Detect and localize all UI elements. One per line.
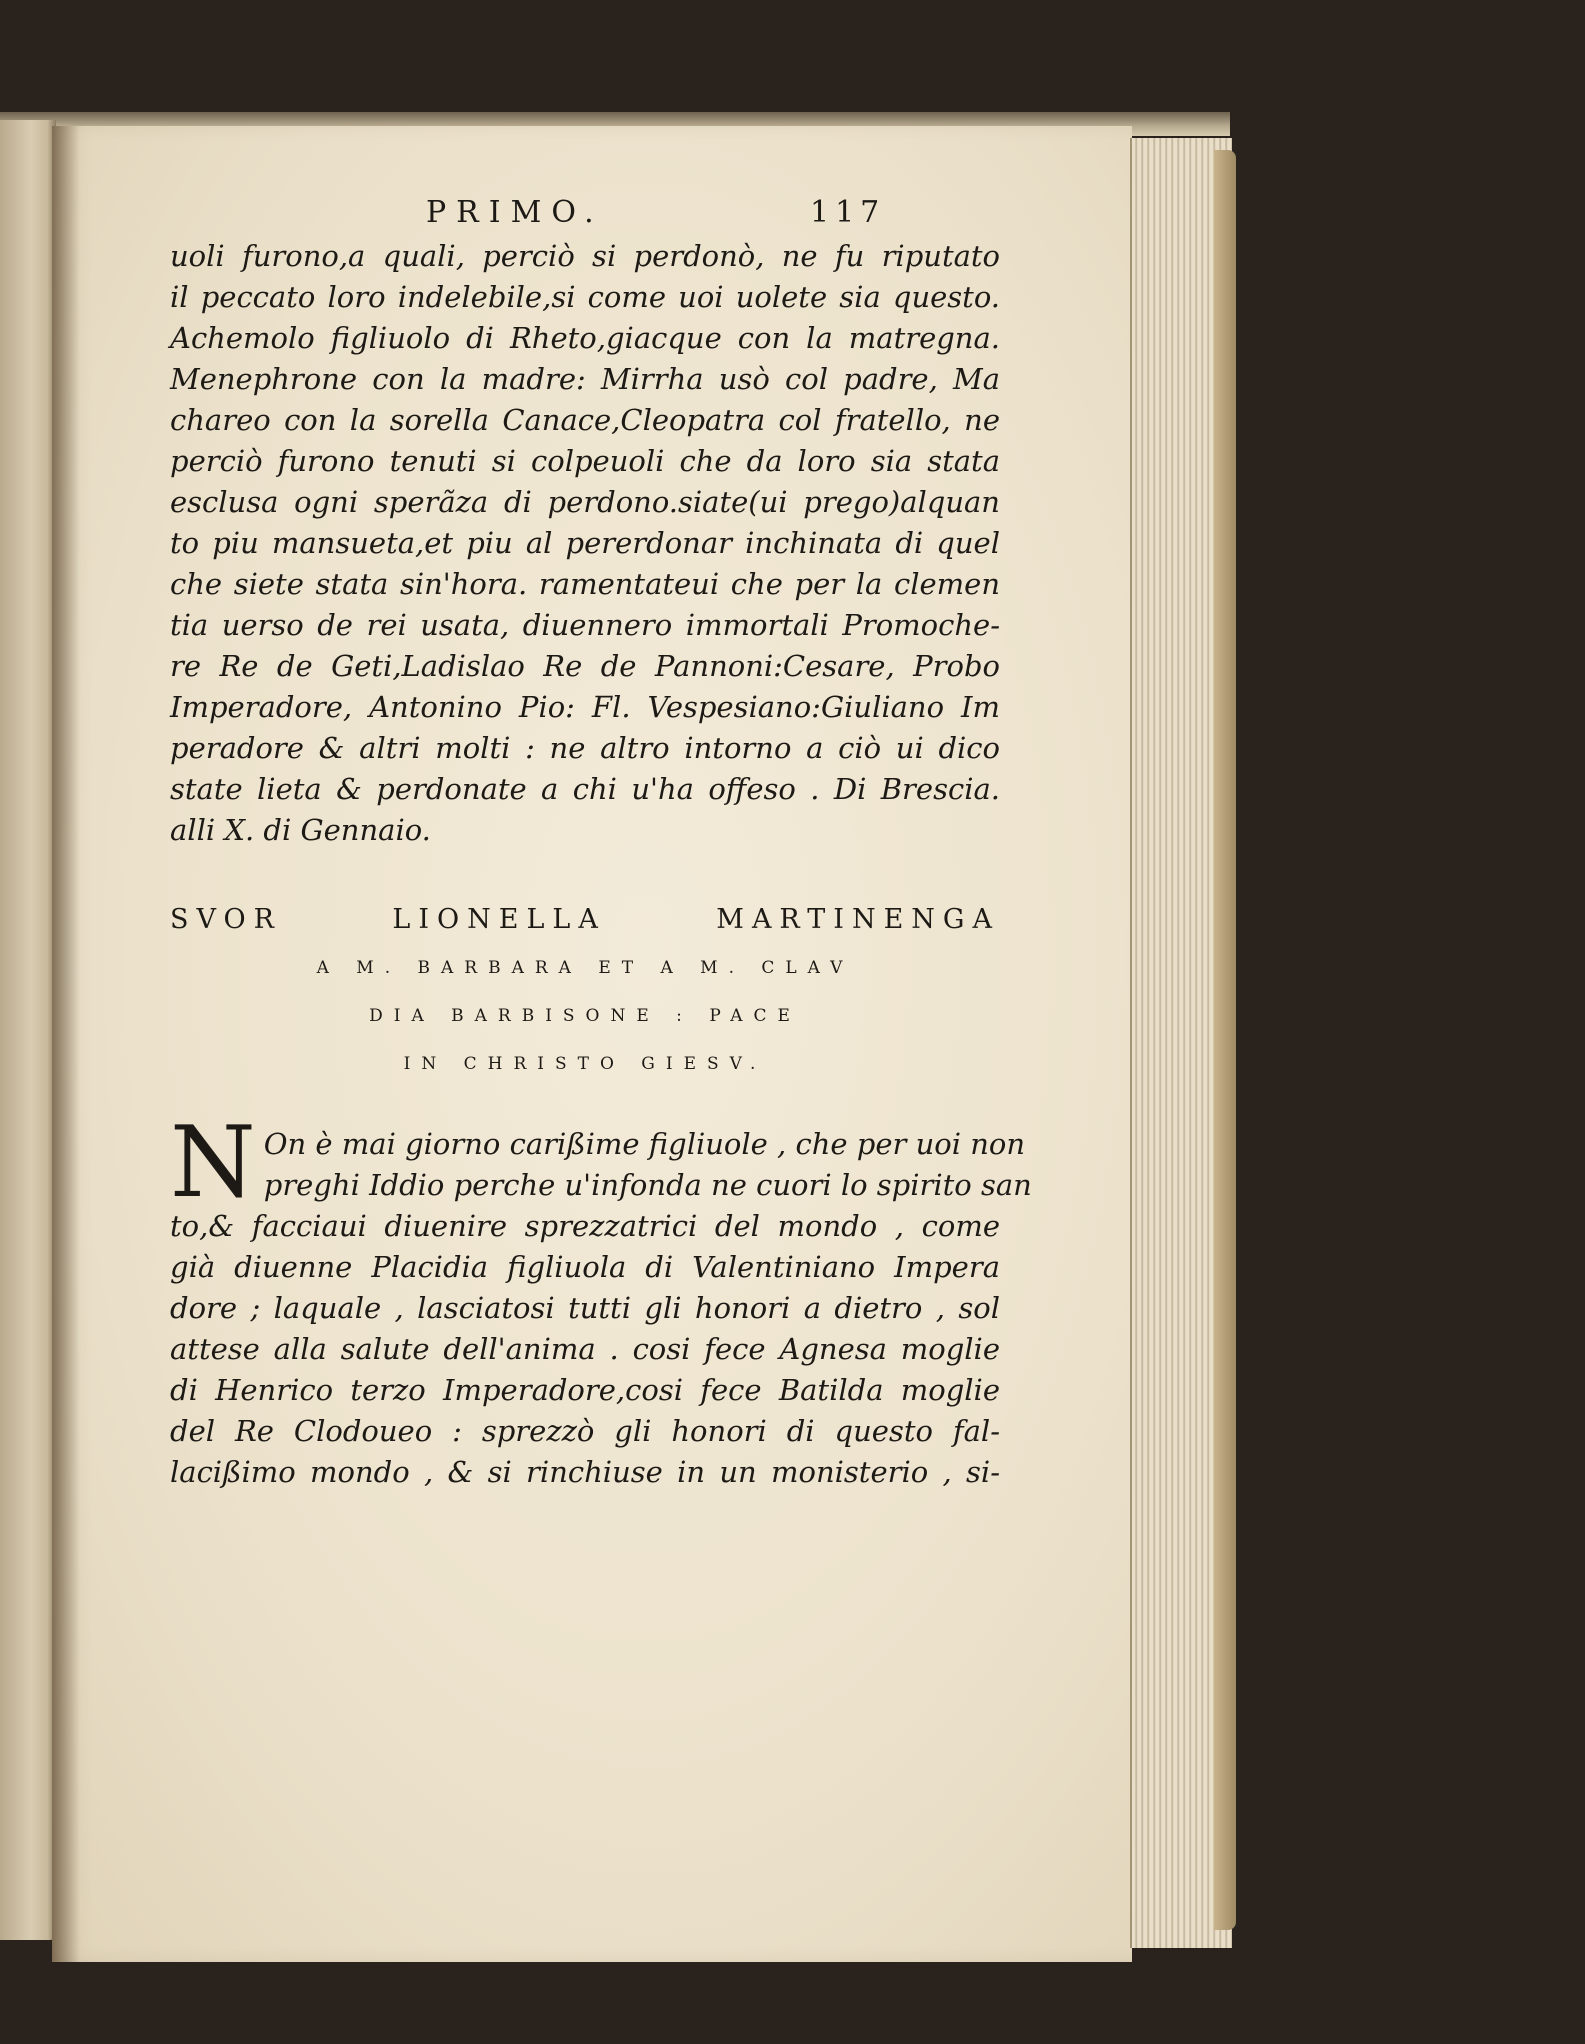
letter-heading-line: DIA BARBISONE : PACE [369,1006,801,1026]
previous-page-edge [0,120,56,1940]
text-line: il peccato loro indelebile,si come uoi uolete sia questo. [170,280,1000,314]
text-line: tia uerso de rei usata, diuennero immortali Promoche- [170,608,1000,642]
binding-edge [1214,150,1236,1930]
text-block [170,192,1032,1493]
text-line: attese alla salute dell'anima . cosi fece Agnesa moglie [170,1332,1000,1366]
text-line: uoli furono,a quali, perciò si perdonò, ne fu riputato [170,239,1000,273]
text-line: che siete stata sin'hora. ramentateui che per la clemen [170,567,1000,601]
text-line: Achemolo figliuolo di Rheto,giacque con la matregna. [170,321,1000,355]
running-head [170,192,1000,236]
text-line: esclusa ogni sperãza di perdono.siate(ui prego)alquan [170,485,1000,519]
text-line: peradore & altri molti : ne altro intorno a ciò ui dico [170,731,1000,765]
text-line: lacißimo mondo , & si rinchiuse in un monisterio , si- [170,1455,1000,1489]
text-line: On è mai giorno carißime figliuole , che per uoi non [263,1127,1026,1161]
letter-heading-main: SVOR LIONELLA MARTINENGA [170,904,1000,935]
text-line: chareo con la sorella Canace,Cleopatra col fratello, ne [170,403,1000,437]
text-line: preghi Iddio perche u'infonda ne cuori lo spirito san [263,1168,1032,1202]
page-number: 117 [810,195,886,230]
text-line: Imperadore, Antonino Pio: Fl. Vespesiano:Giuliano Im [170,690,1000,724]
text-line: to piu mansueta,et piu al pererdonar inchinata di quel [170,526,1000,560]
text-line: dore ; laquale , lasciatosi tutti gli honori a dietro , sol [170,1291,1000,1325]
letter-body [170,1106,1032,1493]
closing-paragraph [170,236,1000,851]
text-line: state lieta & perdonate a chi u'ha offeso . Di Brescia. [170,772,1000,806]
text-line: Menephrone con la madre: Mirrha usò col padre, Ma [170,362,1000,396]
running-title: PRIMO. [426,195,604,230]
text-line: to,& facciaui diuenire sprezzatrici del mondo , come [170,1209,1000,1243]
text-line: di Henrico terzo Imperadore,cosi fece Batilda moglie [170,1373,1000,1407]
text-line: perciò furono tenuti si colpeuoli che da loro sia stata [170,444,1000,478]
letter-heading-line: A M. BARBARA ET A M. CLAV [316,958,854,978]
gutter-shadow [52,126,80,1962]
letter-heading-line: IN CHRISTO GIESV. [403,1054,767,1074]
drop-cap: N [170,1106,256,1220]
text-line: del Re Clodoueo : sprezzò gli honori di questo fal- [170,1414,1000,1448]
letter-heading [170,899,1000,1084]
text-line: re Re de Geti,Ladislao Re de Pannoni:Cesare, Probo [170,649,1000,683]
text-line: già diuenne Placidia figliuola di Valentiniano Impera [170,1250,1000,1284]
text-line: alli X. di Gennaio. [170,813,431,847]
